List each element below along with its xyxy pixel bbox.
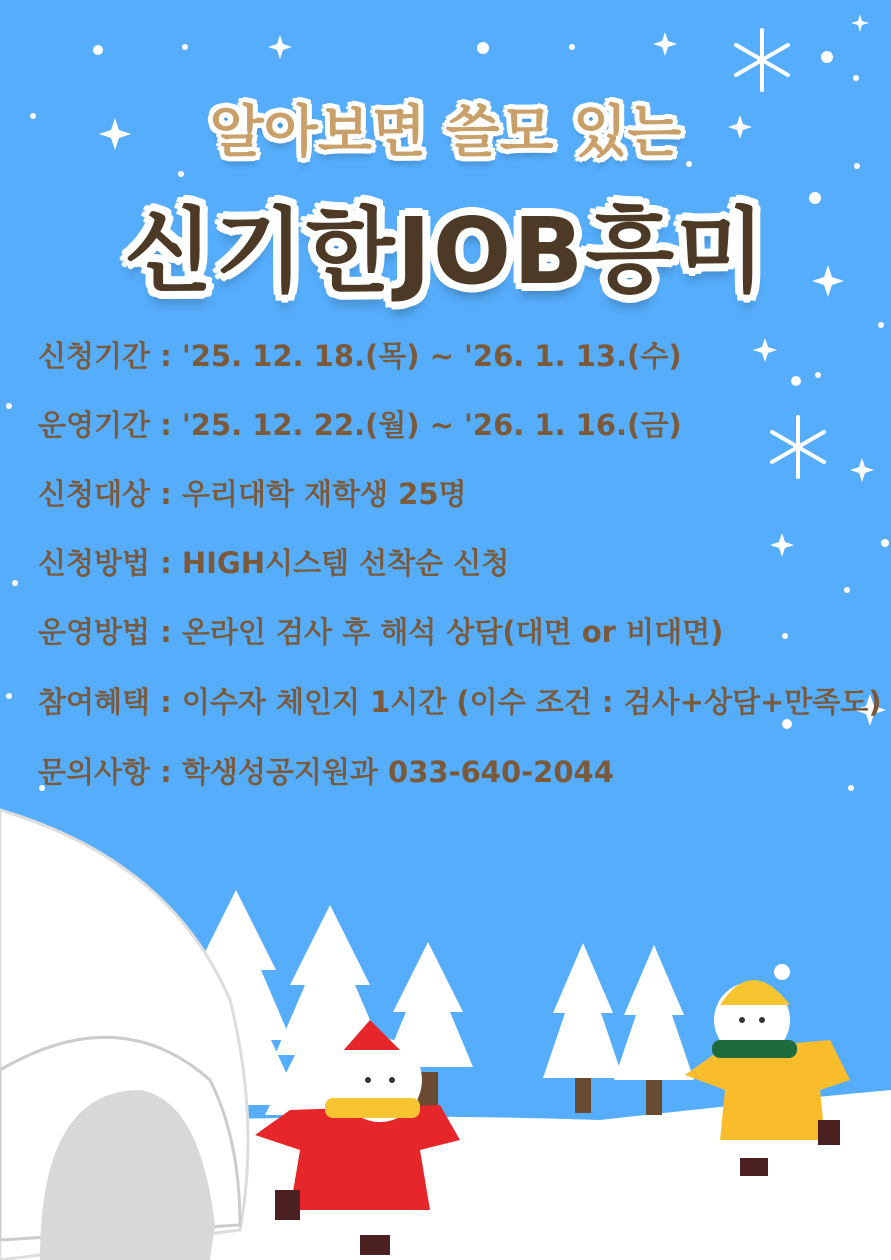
- info-application-method: 신청방법 : HIGH시스템 선착순 신청: [38, 546, 510, 580]
- igloo: [0, 810, 248, 1260]
- poster-title: 신기한JOB흥미: [124, 198, 767, 305]
- info-target: 신청대상 : 우리대학 재학생 25명: [38, 477, 467, 511]
- info-application-period: 신청기간 : '25. 12. 18.(목) ~ '26. 1. 13.(수): [38, 339, 682, 373]
- info-benefit: 참여혜택 : 이수자 체인지 1시간 (이수 조건 : 검사+상담+만족도): [38, 685, 882, 719]
- snow-tree: [171, 890, 694, 1130]
- info-contact: 문의사항 : 학생성공지원과 033-640-2044: [38, 755, 614, 789]
- info-operation-period: 운영기간 : '25. 12. 22.(월) ~ '26. 1. 16.(금): [38, 408, 682, 442]
- poster-subtitle: 알아보면 쓸모 있는: [209, 100, 682, 165]
- info-operation-method: 운영방법 : 온라인 검사 후 해석 상담(대면 or 비대면): [38, 615, 724, 649]
